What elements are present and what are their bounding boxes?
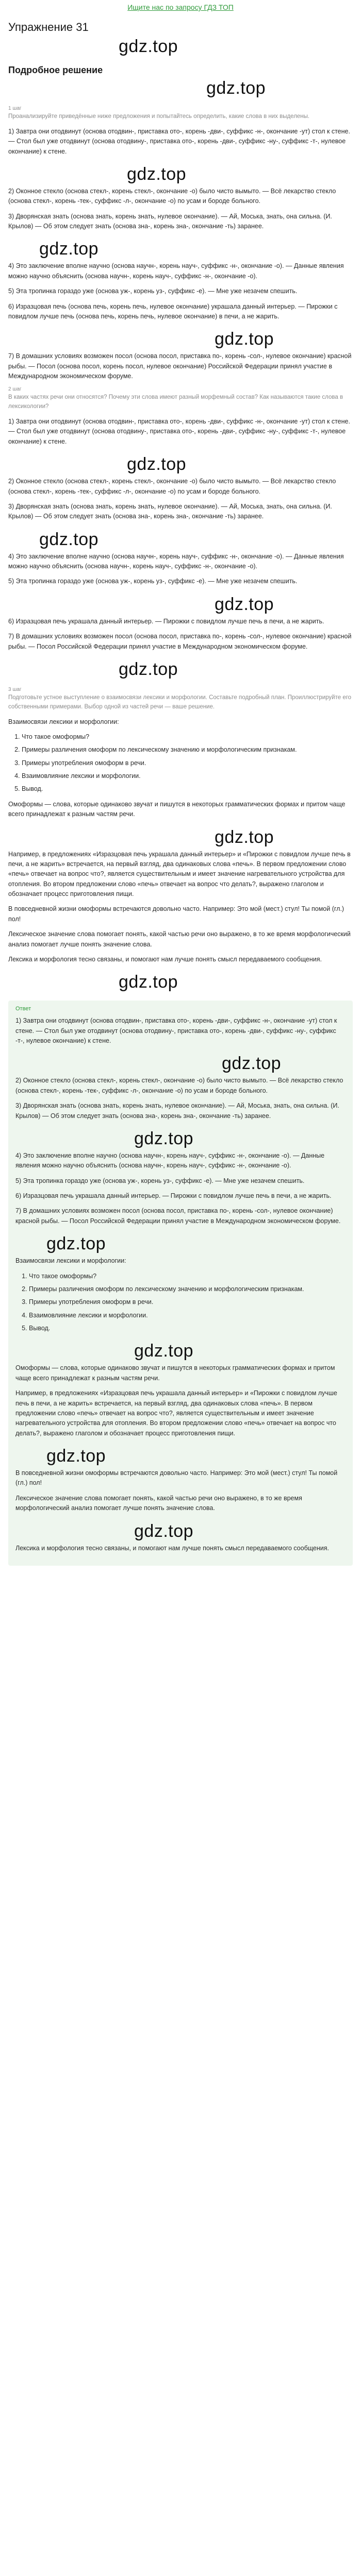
search-hint-link[interactable]: Ищите нас по запросу ГДЗ ТОП [127, 3, 234, 11]
plan-item: 2. Примеры различения омоформ по лексическому значению и морфологическим признакам. [22, 745, 353, 755]
essay-paragraph: В повседневной жизни омоформы встречаются довольно часто. Например: Это мой (мест.) стул! Ты помой (гл.) пол! [8, 905, 344, 923]
analysis-item: 5) Эта тропинка гораздо уже (основа уж-, корень уз-, суффикс -е). — Мне уже незачем спешить. [8, 287, 298, 295]
essay-paragraph: В повседневной жизни омоформы встречаются довольно часто. Например: Это мой (мест.) стул! Ты помой (гл.) пол! [15, 1469, 338, 1487]
plan-item: 5. Вывод. [29, 1324, 346, 1333]
task-instruction: Подготовьте устное выступление о взаимосвязи лексики и морфологии. Составьте подробный план. Проиллюстрируйте его собственными примерами. Выбор одной из частей речи — ваше решение. [8, 694, 352, 710]
step-label: 3 шаг [8, 686, 22, 692]
analysis-item: 2) Оконное стекло (основа стекл-, корень стекл-, окончание -о) было чисто вымыто. — Всё лекарство стекло (основа стекл-, корень -тек-, суффикс -л-, окончание -о) по усам и бороде больного. [8, 187, 336, 205]
watermark: gdz.top [206, 78, 266, 98]
watermark: gdz.top [46, 1234, 106, 1254]
essay-paragraph: Омоформы — слова, которые одинаково звучат и пишутся в некоторых грамматических формах и притом чаще всего принадлежат к разным частям речи. [15, 1364, 335, 1382]
plan-title: Взаимосвязи лексики и морфологии: [8, 718, 119, 725]
analysis-item: 1) Завтра они отодвинут (основа отодвин-, приставка ото-, корень -дви-, суффикс -н-, окончание -ут) стол к стене. — Стол был уже отодвинут (основа отодвину-, приставка ото-, корень -дви-, суффикс -ну-, суффикс -т-, нулевое окончание) к стене. [8, 418, 350, 445]
essay-paragraph: Лексика и морфология тесно связаны, и помогают нам лучше понять смысл передаваемого сообщения. [8, 955, 322, 963]
analysis-item: 4) Это заключение вполне научно (основа научн-, корень науч-, суффикс -н-, окончание -о). — Данные явления можно научно объяснить (основа научн-, корень науч-, суффикс -н-, окончание -о). [8, 262, 344, 280]
plan-item: 3. Примеры употребления омоформ в речи. [22, 758, 353, 768]
section-title: Подробное решение [8, 65, 103, 75]
step-label: 1 шаг [8, 106, 22, 111]
analysis-item: 2) Оконное стекло (основа стекл-, корень стекл-, окончание -о) было чисто вымыто. — Всё лекарство стекло (основа стекл-, корень -тек-, суффикс -л-, окончание -о) по усам и бороде больного. [8, 478, 336, 495]
watermark: gdz.top [215, 329, 274, 349]
essay-paragraph: Омоформы — слова, которые одинаково звучат и пишутся в некоторых грамматических формах и притом чаще всего принадлежат к разным частям речи. [8, 800, 346, 818]
answer-item: 5) Эта тропинка гораздо уже (основа уж-, корень уз-, суффикс -е). — Мне уже незачем спешить. [15, 1177, 305, 1184]
plan-item: 4. Взаимовлияние лексики и морфологии. [22, 771, 353, 781]
plan-item: 1. Что такое омоформы? [29, 1272, 346, 1281]
analysis-item: 7) В домашних условиях возможен посол (основа посол, приставка по-, корень -сол-, нулевое окончание) красной рыбы. — Посол Российской Федерации принял участие в Международном экономическом форуме. [8, 633, 352, 650]
analysis-item: 6) Изразцовая печь (основа печь, корень печь, нулевое окончание) украшала данный интерьер. — Пирожки с повидлом лучше печь (основа печь, корень печь, нулевое окончание) в печи, а не жарить. [8, 302, 338, 320]
watermark: gdz.top [119, 972, 178, 992]
answer-box [8, 1001, 353, 1566]
plan-list [15, 1272, 346, 1334]
plan-item: 1. Что такое омоформы? [22, 732, 353, 742]
answer-item: 3) Дворянская знать (основа знать, корень знать, нулевое окончание). — Ай, Моська, знать, она сильна. (И. Крылов) — Об этом следует знать (основа зна-, корень зна-, окончание -ть) заранее. [15, 1102, 339, 1120]
watermark: gdz.top [134, 1341, 194, 1361]
plan-item: 5. Вывод. [22, 784, 353, 794]
essay-paragraph: Например, в предложениях «Изразцовая печь украшала данный интерьер» и «Пирожки с повидлом лучше печь в печи, а не жарить» встречается, на первый взгляд, два одинаковых слова «печь». В первом предложении слово «печь» отвечает на вопрос что?, является существительным и имеет значение нагревательного устройства для отопления. Во втором предложении слово «печь» отвечает на вопрос что делать?, выражено глаголом и обозначает процесс приготовления пищи. [15, 1389, 337, 1437]
answer-label: Ответ [15, 1006, 31, 1012]
watermark: gdz.top [119, 37, 178, 56]
watermark: gdz.top [127, 454, 187, 474]
essay-paragraph: Лексика и морфология тесно связаны, и помогают нам лучше понять смысл передаваемого сообщения. [15, 1544, 329, 1552]
essay-paragraph: Лексическое значение слова помогает понять, какой частью речи оно выражено, в то же время морфологический анализ помогает лучше понять значение слова. [8, 930, 351, 948]
watermark: gdz.top [215, 827, 274, 847]
watermark: gdz.top [127, 164, 187, 184]
answer-item: 6) Изразцовая печь украшала данный интерьер. — Пирожки с повидлом лучше печь в печи, а не жарить. [15, 1192, 332, 1200]
analysis-item: 3) Дворянская знать (основа знать, корень знать, нулевое окончание). — Ай, Моська, знать, она сильна. (И. Крылов) — Об этом следует знать (основа зна-, корень зна-, окончание -ть) заранее. [8, 502, 332, 520]
task-intro: Проанализируйте приведённые ниже предложения и попытайтесь определить, какие слова в них выделены. [8, 113, 310, 120]
plan-item: 4. Взаимовлияние лексики и морфологии. [29, 1311, 346, 1320]
page-title: Упражнение 31 [8, 21, 89, 33]
analysis-item: 7) В домашних условиях возможен посол (основа посол, приставка по-, корень -сол-, нулевое окончание) красной рыбы. — Посол (основа посол, корень посол, нулевое окончание) Российской Федерации принял участие в Международном экономическом форуме. [8, 352, 352, 380]
analysis-item: 5) Эта тропинка гораздо уже (основа уж-, корень уз-, суффикс -е). — Мне уже незачем спешить. [8, 578, 298, 585]
watermark: gdz.top [134, 1128, 194, 1148]
watermark: gdz.top [46, 1446, 106, 1466]
analysis-item: 4) Это заключение вполне научно (основа научн-, корень науч-, суффикс -н-, окончание -о). — Данные явления можно научно объяснить (основа научн-, корень науч-, суффикс -н-, окончание -о). [8, 552, 344, 570]
answer-item: 2) Оконное стекло (основа стекл-, корень стекл-, окончание -о) было чисто вымыто. — Всё лекарство стекло (основа стекл-, корень -тек-, суффикс -л-, окончание -о) по усам и бороде больного. [15, 1077, 343, 1094]
watermark: gdz.top [39, 239, 99, 259]
step-label: 2 шаг [8, 386, 22, 393]
watermark: gdz.top [39, 529, 99, 549]
watermark: gdz.top [215, 594, 274, 614]
watermark: gdz.top [119, 659, 178, 679]
answer-item: 4) Это заключение вполне научно (основа научн-, корень науч-, суффикс -н-, окончание -о). — Данные явления можно научно объяснить (основа научн-, корень науч-, суффикс -н-, окончание -о). [15, 1151, 325, 1170]
plan-item: 2. Примеры различения омоформ по лексическому значению и морфологическим признакам. [29, 1284, 346, 1294]
plan-list [8, 732, 353, 794]
analysis-item: 6) Изразцовая печь украшала данный интерьер. — Пирожки с повидлом лучше печь в печи, а не жарить. [8, 617, 324, 625]
plan-item: 3. Примеры употребления омоформ в речи. [29, 1297, 346, 1307]
watermark: gdz.top [134, 1521, 194, 1541]
analysis-item: 1) Завтра они отодвинут (основа отодвин-, приставка ото-, корень -дви-, суффикс -н-, окончание -ут) стол к стене. — Стол был уже отодвинут (основа отодвину-, приставка ото-, корень -дви-, суффикс -ну-, суффикс -т-, нулевое окончание) к стене. [8, 127, 350, 155]
answer-item: 1) Завтра они отодвинут (основа отодвин-, приставка ото-, корень -дви-, суффикс -н-, окончание -ут) стол к стене. — Стол был уже отодвинут (основа отодвину-, приставка ото-, корень -дви-, суффикс -ну-, суффикс -т-, нулевое окончание) к стене. [15, 1017, 337, 1045]
watermark: gdz.top [222, 1054, 282, 1074]
answer-item: 7) В домашних условиях возможен посол (основа посол, приставка по-, корень -сол-, нулевое окончание) красной рыбы. — Посол Российской Федерации принял участие в Международном экономическом форуме. [15, 1207, 341, 1225]
plan-title: Взаимосвязи лексики и морфологии: [15, 1257, 126, 1265]
analysis-item: 3) Дворянская знать (основа знать, корень знать, нулевое окончание). — Ай, Моська, знать, она сильна. (И. Крылов) — Об этом следует знать (основа зна-, корень зна-, окончание -ть) заранее. [8, 212, 332, 230]
essay-paragraph: Лексическое значение слова помогает понять, какой частью речи оно выражено, в то же время морфологический анализ помогает лучше понять значение слова. [15, 1494, 302, 1512]
essay-paragraph: Например, в предложениях «Изразцовая печь украшала данный интерьер» и «Пирожки с повидлом лучше печь в печи, а не жарить» встречается, на первый взгляд, два одинаковых слова «печь». В первом предложении слово «печь» отвечает на вопрос что?, является существительным и имеет значение нагревательного устройства для отопления. Во втором предложении слово «печь» отвечает на вопрос что делать?, выражено глаголом и обозначает процесс приготовления пищи. [8, 850, 351, 898]
task-question: В каких частях речи они относятся? Почему эти слова имеют разный морфемный состав? Как называются такие слова в лексикологии? [8, 394, 343, 410]
